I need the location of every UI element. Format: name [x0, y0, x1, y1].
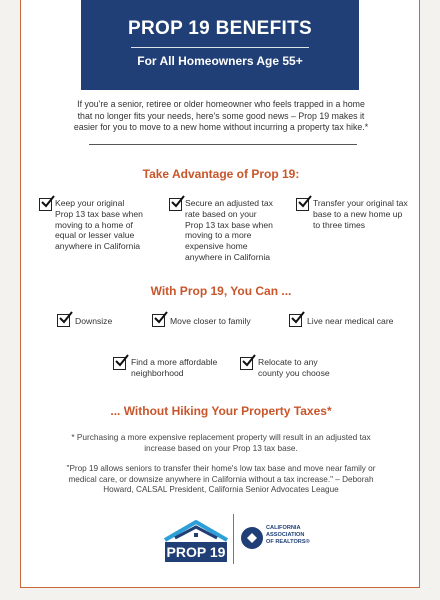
checkbox-icon	[240, 357, 253, 370]
page-title: PROP 19 BENEFITS	[128, 18, 312, 39]
section-heading-without-hiking: ... Without Hiking Your Property Taxes*	[110, 404, 332, 418]
prop19-logo	[161, 518, 231, 564]
option-medical-care: Live near medical care	[307, 316, 394, 326]
checkbox-icon	[296, 198, 309, 211]
checkbox-icon	[289, 314, 302, 327]
car-logo-emblem-icon	[241, 527, 263, 549]
flyer	[20, 0, 420, 588]
title-banner	[81, 0, 359, 90]
checkbox-icon	[169, 198, 182, 211]
benefit-item: Secure an adjusted tax rate based on your Prop 13 tax base when moving to a more expensive home anywhere in California	[185, 198, 273, 262]
intro-line: that no longer fits your needs, here's some good news – Prop 19 makes it	[77, 110, 365, 121]
intro-divider	[89, 144, 357, 145]
checkbox-icon	[39, 198, 52, 211]
section-heading-take-advantage: Take Advantage of Prop 19:	[142, 167, 300, 181]
benefit-item: Transfer your original tax base to a new home up to three times	[313, 198, 408, 230]
option-downsize: Downsize	[75, 316, 113, 326]
quote: "Prop 19 allows seniors to transfer their home's low tax base and move near family or medical care, or downsize anywhere in California without a tax increase." – Deborah Howard, CALSAL President, California Senior Advocates League	[66, 464, 376, 495]
benefit-item: Keep your original Prop 13 tax base when moving to a home of equal or lesser value anywhere in California	[55, 198, 143, 252]
page-subtitle: For All Homeowners Age 55+	[137, 54, 303, 68]
footnote: * Purchasing a more expensive replacement property will result in an adjusted tax increase based on your Prop 13 tax base.	[71, 432, 371, 453]
checkbox-icon	[113, 357, 126, 370]
intro-paragraph	[61, 99, 381, 134]
checkbox-icon	[57, 314, 70, 327]
option-relocate: Relocate to any county you choose	[258, 357, 330, 378]
logo-divider	[233, 514, 234, 564]
option-move-closer: Move closer to family	[170, 316, 251, 326]
intro-line: If you're a senior, retiree or older homeowner who feels trapped in a home	[77, 99, 365, 109]
option-affordable: Find a more affordable neighborhood	[131, 357, 218, 378]
banner-divider	[131, 47, 309, 48]
prop19-logo-text: PROP 19	[166, 544, 226, 560]
section-heading-you-can: With Prop 19, You Can ...	[150, 284, 292, 298]
car-logo-text: CALIFORNIA ASSOCIATION OF REALTORS®	[266, 525, 310, 545]
checkbox-icon	[152, 314, 165, 327]
intro-line: easier for you to move to a new home without incurring a property tax hike.*	[73, 122, 369, 132]
